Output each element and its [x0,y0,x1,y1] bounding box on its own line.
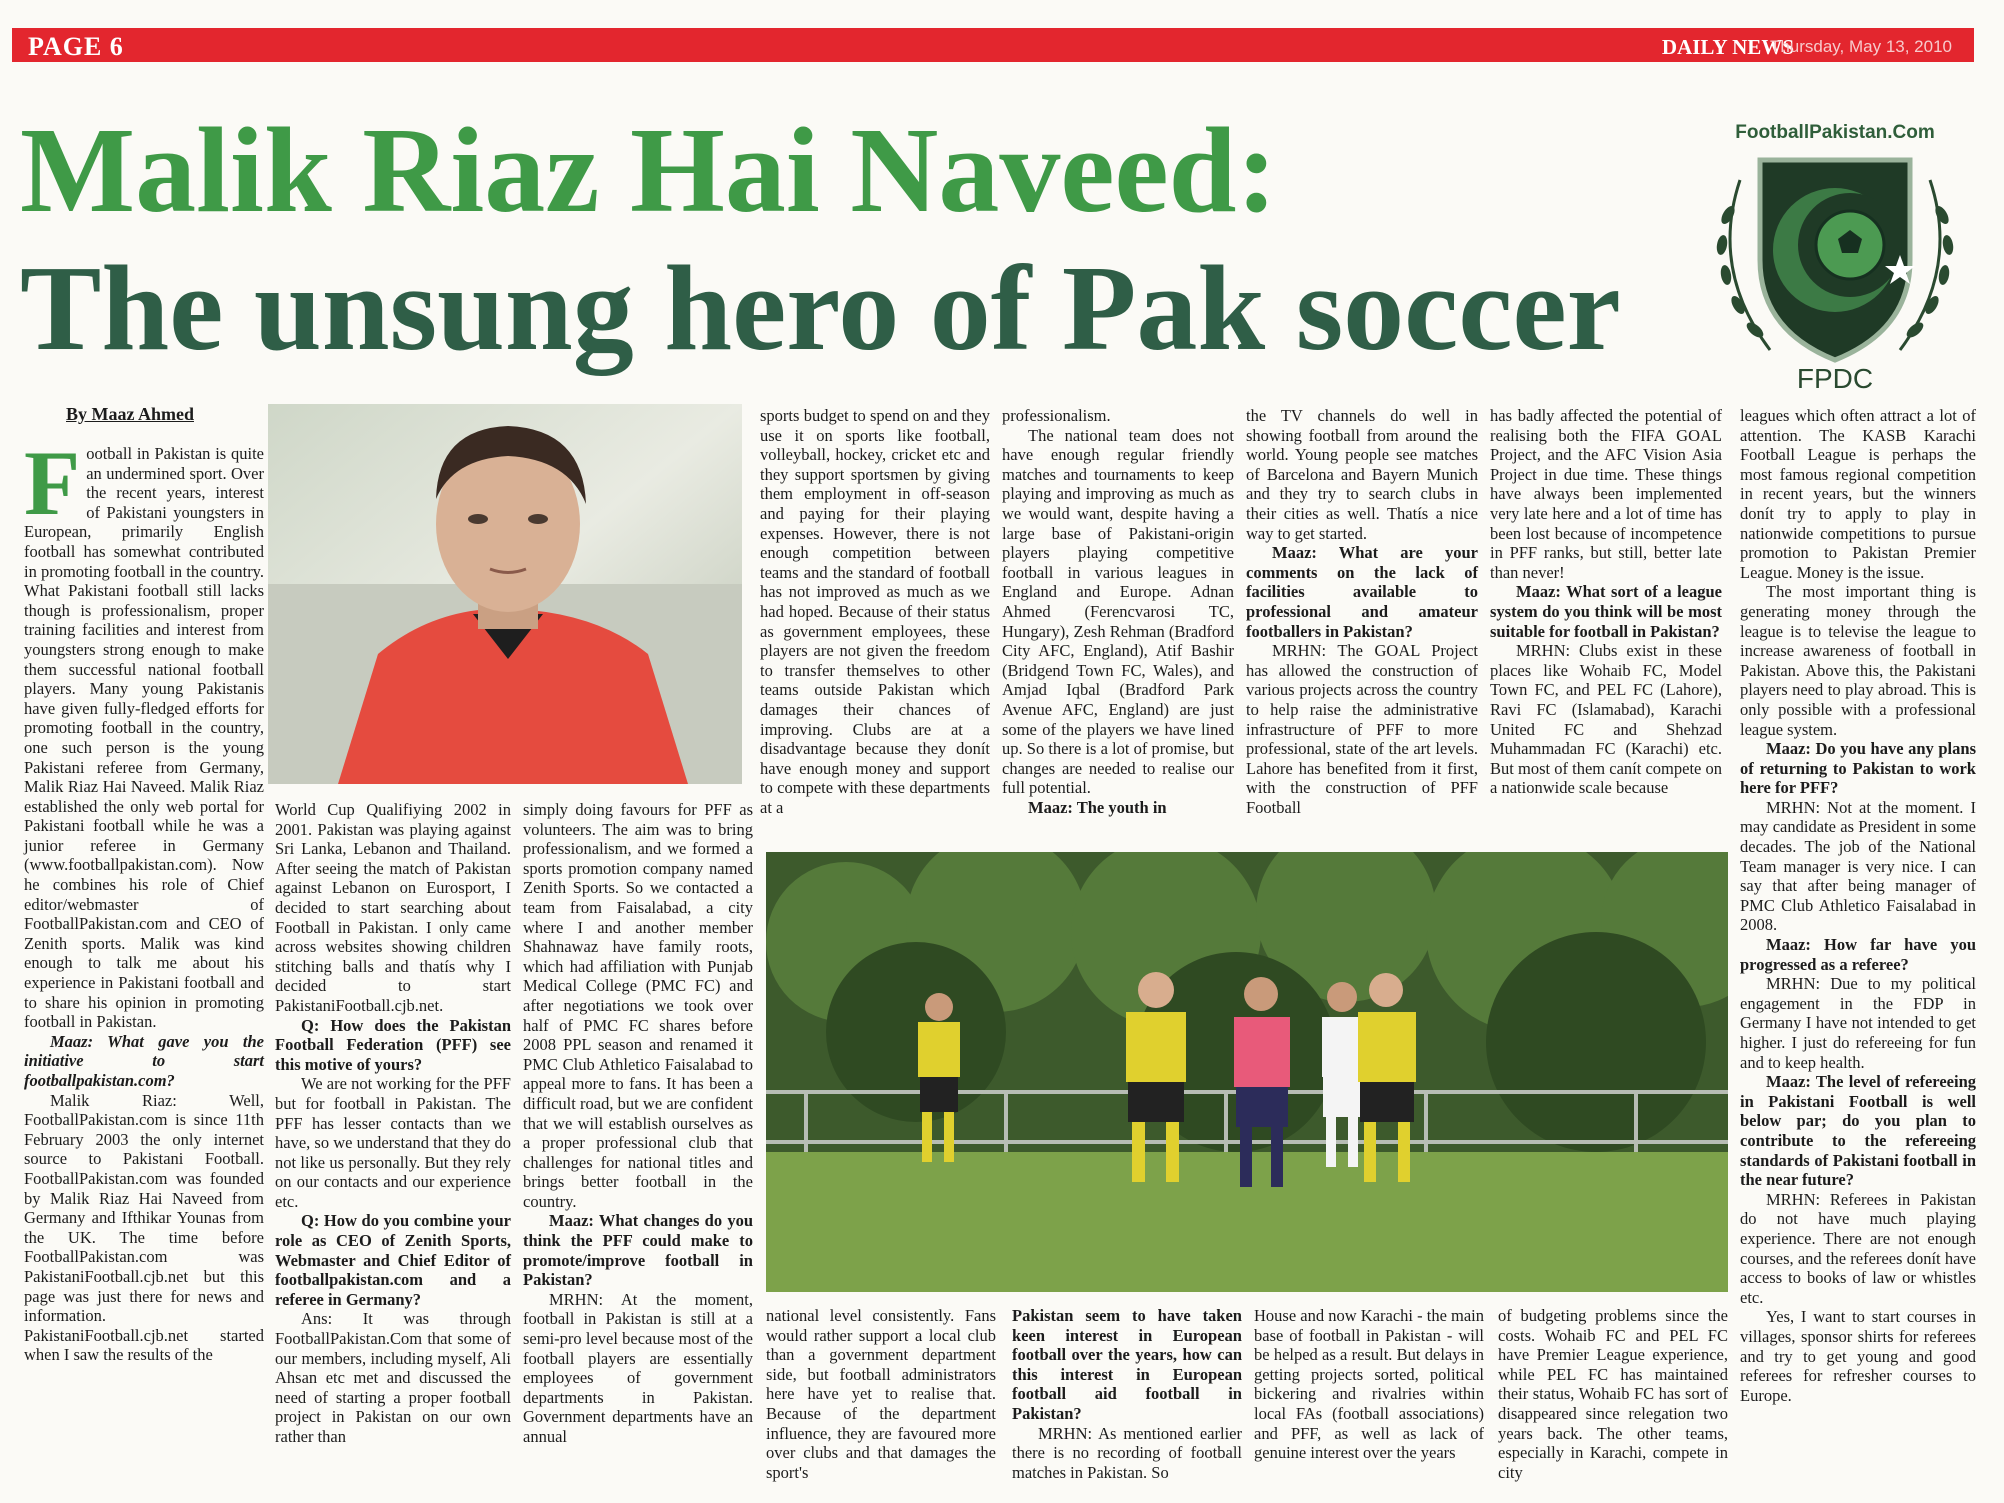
article-paragraph: Yes, I want to start courses in villages, sponsor shirts for referees and try to get young and good referees for refresher courses to Europe. [1740,1307,1976,1405]
byline: By Maaz Ahmed [66,404,194,424]
headline-line-2: The unsung hero of Pak soccer [20,241,1621,376]
article-paragraph: MRHN: Referees in Pakistan do not have much playing experience. There are not enough courses, and the referees donít have access to books of law or whistles etc. [1740,1189,1976,1307]
article-paragraph: Malik Riaz: Well, FootballPakistan.com is since 11th February 2003 the only internet source to Pakistani Football. FootballPakistan.com was founded by Malik Riaz Hai Naveed from Germany and Ifthikar Younas from the UK. The time before FootballPakistan.com was PakistaniFootball.cjb.net but this page was just there for news and information. PakistaniFootball.cjb.net started when I saw the results of the [24,1090,264,1365]
article-paragraph: leagues which often attract a lot of attention. The KASB Karachi Football League is perhaps the most famous regional competition in recent years, but the winners donít try to apply to play in nationwide competitions to pursue promotion to Pakistan Premier League. Money is the issue. [1740,406,1976,582]
article-paragraph: MRHN: At the moment, football in Pakistan is still at a semi-pro level because most of the football players are essentially employees of government departments in Pakistan. Government departments have an annual [523,1289,753,1446]
article-paragraph: MRHN: Not at the moment. I may candidate as President in some decades. The job of the National Team manager is very nice. I can say that after being manager of PMC Club Athletico Faisalabad in 2008. [1740,797,1976,935]
article-column-6-cont [1254,1306,1484,1463]
drop-cap: F [24,432,81,534]
page-header-bar [12,28,1974,62]
article-column-5-cont [1012,1306,1242,1482]
article-paragraph: of budgeting problems since the costs. Wohaib FC and PEL FC have Premier League experience, while PEL FC has maintained their status, Wohaib FC has sort of disappeared since relegation two years back. The other teams, especially in Karachi, compete in city [1498,1306,1728,1482]
article-column-1 [24,432,264,1365]
article-column-7-cont [1498,1306,1728,1482]
article-paragraph: MRHN: Clubs exist in these places like Wohaib FC, Model Town FC, and PEL FC (Lahore), Ravi FC (Islamabad), Karachi United FC and Shehzad Muhammadan FC (Karachi) etc. But most of them canít compete on a nationwide scale because [1490,641,1722,798]
article-column-8 [1740,406,1976,1405]
article-text: ootball in Pakistan is quite an undermined sport. Over the recent years, interest of Pakistani youngsters in European, primarily English football has somewhat contributed in promoting football in the country. What Pakistani football still lacks though is professionalism, proper training facilities and interest from youngsters strong enough to make them successful national football players. Many young Pakistanis have given fully-fledged efforts for promoting football in the country, one such person is the young Pakistani referee from Germany, Malik Riaz Hai Naveed. Malik Riaz established the only web portal for Pakistani football while he was a junior referee in Germany (www.footballpakistan.com). Now he combines his role of Chief editor/webmaster of FootballPakistan.com and CEO of Zenith sports. Malik was kind enough to talk me about his experience in Pakistani football and to share his opinion in promoting football in Pakistan. [24,444,264,1032]
publication-date: Thursday, May 13, 2010 [1769,37,1952,56]
question: Q: How does the Pakistan Football Federation (PFF) see this motive of yours? [275,1015,511,1074]
portrait-photo [268,404,742,784]
article-column-4 [760,406,990,817]
article-paragraph: sports budget to spend on and they use it on sports like football, volleyball, hockey, cricket etc and they support sportsmen by giving them employment in off-season and paying for their playing expenses. However, there is not enough competition between teams and the standard of football has not improved as much as we had hoped. Because of their status as government employees, these players are not given the freedom to transfer themselves to other teams outside Pakistan which damages their chances of improving. Clubs are at a disadvantage because they donít have enough money and support to compete with these departments at a [760,406,990,817]
question: Maaz: What changes do you think the PFF could make to promote/improve football in Pakistan? [523,1211,753,1290]
article-paragraph: Ans: It was through FootballPakistan.Com that some of our members, including myself, Ali Ahsan etc met and discussed the need of starting a proper football project in Pakistan on our own rather than [275,1309,511,1446]
article-column-7 [1490,406,1722,798]
publication-name: DAILY NEWS [1661,35,1794,59]
article-paragraph: The most important thing is generating money through the league is to televise the league to increase awareness of football in Pakistan. Above this, the Pakistani players need to play abroad. This is only possible with a professional league system. [1740,582,1976,739]
question: Maaz: Do you have any plans of returning to Pakistan to work here for PFF? [1740,739,1976,798]
footballpakistan-logo [1700,120,1970,400]
question: Maaz: What are your comments on the lack of facilities available to professional and amateur footballers in Pakistan? [1246,543,1478,641]
article-paragraph [24,432,264,1032]
match-photo [766,852,1728,1292]
question: Maaz: The youth in [1028,797,1167,817]
question: Q: How do you combine your role as CEO of Zenith Sports, Webmaster and Chief Editor of footballpakistan.com and a referee in Germany? [275,1211,511,1309]
article-paragraph: has badly affected the potential of realising both the FIFA GOAL Project, and the AFC Vision Asia Project in due time. These things have always been implemented very late here and a lot of time has been lost because of incompetence in PFF ranks, but still, better late than never! [1490,406,1722,582]
logo-initials: FPDC [1796,363,1874,394]
article-paragraph: The national team does not have enough regular friendly matches and tournaments to keep playing and improving as much as we would want, despite having a large base of Pakistani-origin players playing competitive football in various leagues in England and Europe. Adnan Ahmed (Ferencvarosi TC, Hungary), Zesh Rehman (Bradford City AFC, England), Atif Bashir (Bridgend Town FC, Wales), and Amjad Iqbal (Bradford Park Avenue AFC, England) are just some of the players we have lined up. So there is a lot of promise, but changes are needed to realise our full potential. [1002,425,1234,798]
article-paragraph: MRHN: As mentioned earlier there is no recording of football matches in Pakistan. So [1012,1423,1242,1482]
question: Maaz: What gave you the initiative to start footballpakistan.com? [24,1031,264,1090]
question: Pakistan seem to have taken keen interest in European football over the years, how can this interest in European football aid football in Pakistan? [1012,1306,1242,1423]
question: Maaz: The level of refereeing in Pakistani Football is well below par; do you plan to contribute to the refereeing standards of Pakistani football in the near future? [1740,1072,1976,1190]
article-paragraph: We are not working for the PFF but for football in Pakistan. The PFF has lesser contacts than we have, so we understand that they do not like us personally. But they rely on our contacts and our experience etc. [275,1074,511,1211]
article-paragraph: simply doing favours for PFF as volunteers. The aim was to bring professionalism, and we formed a sports promotion company named Zenith Sports. So we contacted a team from Faisalabad, a city where I and another member Shahnawaz have family roots, which had affiliation with Punjab Medical College (PMC FC) and after negotiations we took over half of PMC FC shares before 2008 PPL season and renamed it PMC Club Athletico Faisalabad to appeal more to fans. It has been a difficult road, but we are confident that we will establish ourselves as a proper professional club that challenges for national titles and brings better football in the country. [523,800,753,1211]
article-paragraph: World Cup Qualifiying 2002 in 2001. Pakistan was playing against Sri Lanka, Lebanon and Thailand. After seeing the match of Pakistan against Lebanon on Eurosport, I decided to start searching about Football in Pakistan. I only came across websites showing children stitching balls and thatís why I decided to start PakistaniFootball.cjb.net. [275,800,511,1015]
page-number: PAGE 6 [28,32,124,61]
question: Maaz: How far have you progressed as a referee? [1740,935,1976,974]
logo-site-name: FootballPakistan.Com [1735,122,1935,143]
article-column-6 [1246,406,1478,817]
article-paragraph: professionalism. [1002,406,1111,425]
article-paragraph: the TV channels do well in showing football from around the world. Young people see matches of Barcelona and Bayern Munich and they try to search clubs in their cities as well. Thatís a nice way to get started. [1246,406,1478,543]
article-column-2 [275,800,511,1447]
article-paragraph: MRHN: Due to my political engagement in the FDP in Germany I have not intended to get higher. I just do refereeing for fun and to keep health. [1740,974,1976,1072]
article-column-5 [1002,406,1234,817]
article-paragraph: House and now Karachi - the main base of football in Pakistan - will be helped as a result. But delays in getting projects sorted, political bickering and rivalries within local FAs (football associations) and PFF, as well as lack of genuine interest over the years [1254,1306,1485,1463]
headline-line-1: Malik Riaz Hai Naveed: [20,103,1278,238]
question: Maaz: What sort of a league system do you think will be most suitable for football in Pakistan? [1490,582,1722,641]
article-paragraph: MRHN: The GOAL Project has allowed the construction of various projects across the country to help raise the administrative infrastructure of PFF to more professional, state of the art levels. Lahore has benefited from it first, with the construction of PFF Football [1246,641,1478,817]
article-column-3 [523,800,753,1447]
article-column-4-cont [766,1306,996,1482]
article-paragraph: national level consistently. Fans would rather support a local club than a government department side, but football administrators here have yet to realise that. Because of the department influence, they are favoured more over clubs and that damages the sport's [766,1306,996,1482]
